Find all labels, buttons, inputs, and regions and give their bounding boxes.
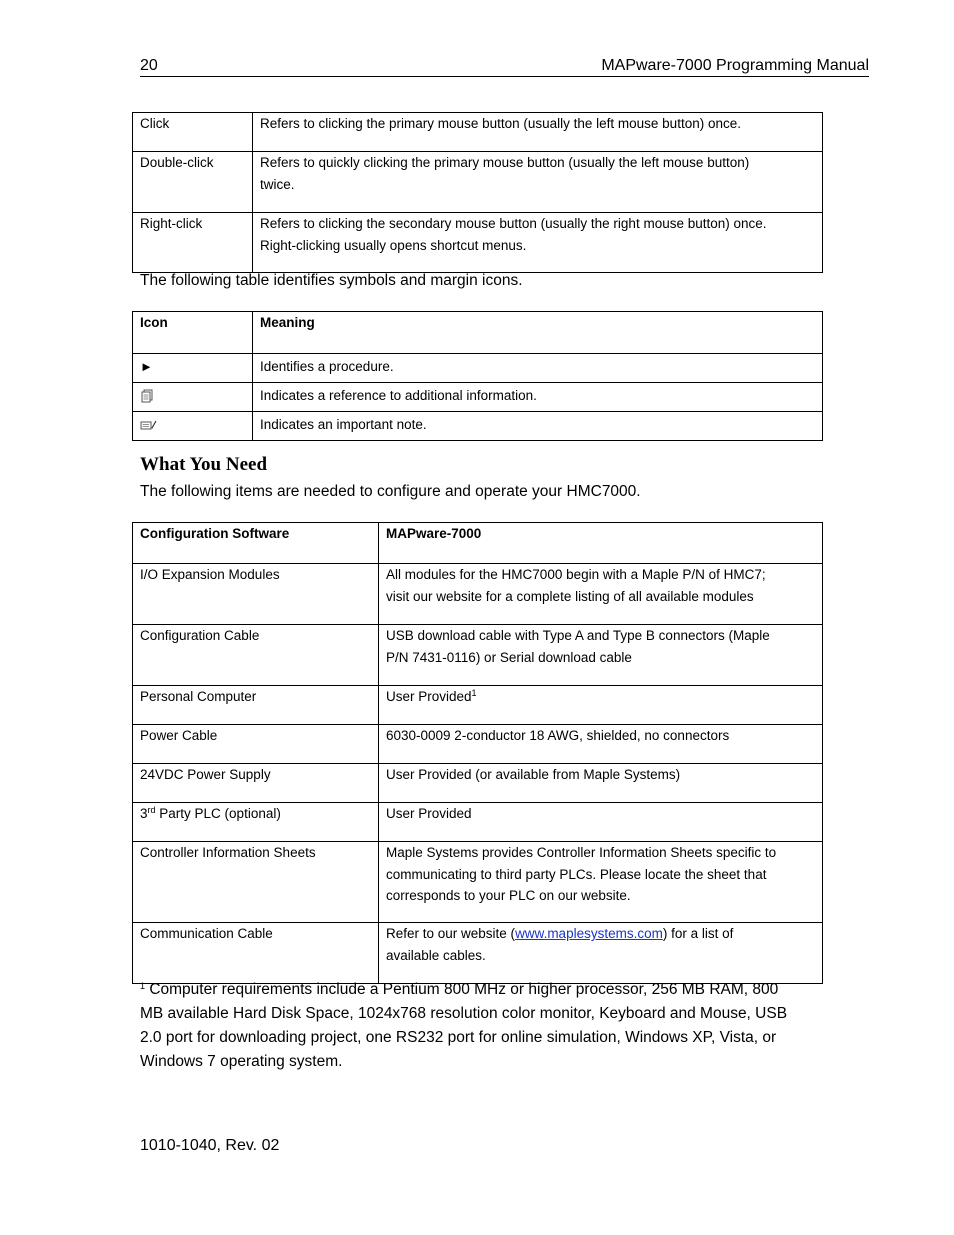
ordinal-suffix: rd — [147, 805, 156, 815]
desc-text: ) for a list of — [662, 926, 734, 941]
desc-line: available cables. — [386, 948, 486, 963]
page-number: 20 — [140, 57, 158, 74]
item-cell: I/O Expansion Modules — [133, 564, 379, 625]
header-left: Configuration Software — [133, 523, 379, 564]
table-row — [133, 152, 823, 213]
header-right: MAPware-7000 — [379, 523, 823, 564]
section-intro: The following items are needed to configure and operate your HMC7000. — [140, 483, 641, 500]
table-header-row — [133, 312, 823, 354]
meaning-cell: Identifies a procedure. — [253, 354, 823, 383]
desc-cell — [379, 625, 823, 686]
table-header-row — [133, 523, 823, 564]
definition-line: Refers to quickly clicking the primary mouse button (usually the left mouse button) — [260, 155, 750, 170]
definition-line: Right-clicking usually opens shortcut menus. — [260, 238, 527, 253]
footnote-marker: 1 — [140, 981, 146, 991]
definition-line: Refers to clicking the secondary mouse button (usually the right mouse button) once. — [260, 216, 767, 231]
icon-cell — [133, 412, 253, 441]
desc-cell — [379, 842, 823, 923]
desc-text: Refer to our website ( — [386, 926, 516, 941]
icons-intro: The following table identifies symbols and margin icons. — [140, 272, 523, 289]
item-cell: Configuration Cable — [133, 625, 379, 686]
item-text: 3 — [140, 806, 148, 821]
item-cell: 24VDC Power Supply — [133, 764, 379, 803]
procedure-arrow-icon: ► — [140, 359, 153, 375]
footnote-ref: 1 — [471, 688, 477, 698]
table-row — [133, 764, 823, 803]
footnote-line: Computer requirements include a Pentium 800 MHz or higher processor, 256 MB RAM, 800 — [145, 981, 779, 998]
meaning-cell: Indicates a reference to additional information. — [253, 383, 823, 412]
desc-cell: 6030-0009 2-conductor 18 AWG, shielded, no connectors — [379, 725, 823, 764]
item-cell — [133, 803, 379, 842]
important-note-icon — [140, 419, 158, 431]
table-row — [133, 725, 823, 764]
table-row — [133, 842, 823, 923]
desc-text: User Provided — [386, 689, 472, 704]
meaning-header: Meaning — [253, 312, 823, 354]
table-row — [133, 625, 823, 686]
table-row — [133, 923, 823, 984]
definition-cell: Refers to clicking the primary mouse button (usually the left mouse button) once. — [253, 113, 823, 152]
desc-cell: User Provided (or available from Maple Systems) — [379, 764, 823, 803]
item-cell: Controller Information Sheets — [133, 842, 379, 923]
icon-cell — [133, 383, 253, 412]
document-revision: 1010-1040, Rev. 02 — [140, 1137, 280, 1154]
icon-table — [132, 311, 823, 441]
desc-line: visit our website for a complete listing of all available modules — [386, 589, 754, 604]
manual-title: MAPware-7000 Programming Manual — [601, 57, 869, 74]
definition-cell — [253, 213, 823, 273]
table-row — [133, 354, 823, 383]
term-cell: Click — [133, 113, 253, 152]
requirements-table — [132, 522, 823, 984]
definition-line: twice. — [260, 177, 295, 192]
header-rule — [140, 76, 869, 77]
table-row — [133, 113, 823, 152]
table-row — [133, 803, 823, 842]
footnote — [140, 978, 820, 1074]
footnote-line: Windows 7 operating system. — [140, 1053, 343, 1070]
desc-line: communicating to third party PLCs. Please locate the sheet that — [386, 866, 767, 882]
mouse-terms-table — [132, 112, 823, 273]
footnote-line: 2.0 port for downloading project, one RS232 port for online simulation, Windows XP, Vista, or — [140, 1029, 777, 1046]
icon-header: Icon — [133, 312, 253, 354]
item-cell: Communication Cable — [133, 923, 379, 984]
desc-cell — [379, 564, 823, 625]
desc-line: Maple Systems provides Controller Information Sheets specific to — [386, 845, 777, 860]
item-text: Party PLC (optional) — [155, 806, 281, 821]
table-row — [133, 564, 823, 625]
reference-pages-icon — [140, 389, 154, 403]
desc-cell — [379, 686, 823, 725]
item-cell: Power Cable — [133, 725, 379, 764]
desc-line: P/N 7431-0116) or Serial download cable — [386, 650, 632, 665]
desc-line: All modules for the HMC7000 begin with a Maple P/N of HMC7; — [386, 567, 766, 582]
section-heading: What You Need — [140, 454, 268, 475]
term-cell: Double-click — [133, 152, 253, 213]
desc-line: corresponds to your PLC on our website. — [386, 888, 631, 903]
meaning-cell: Indicates an important note. — [253, 412, 823, 441]
footnote-line: MB available Hard Disk Space, 1024x768 resolution color monitor, Keyboard and Mouse, USB — [140, 1005, 788, 1022]
term-cell: Right-click — [133, 213, 253, 273]
website-link[interactable]: www.maplesystems.com — [515, 926, 663, 941]
item-cell: Personal Computer — [133, 686, 379, 725]
table-row — [133, 383, 823, 412]
definition-cell — [253, 152, 823, 213]
desc-line: USB download cable with Type A and Type B connectors (Maple — [386, 628, 770, 643]
table-row — [133, 213, 823, 273]
table-row — [133, 686, 823, 725]
desc-cell — [379, 923, 823, 984]
desc-cell: User Provided — [379, 803, 823, 842]
table-row — [133, 412, 823, 441]
icon-cell — [133, 354, 253, 383]
